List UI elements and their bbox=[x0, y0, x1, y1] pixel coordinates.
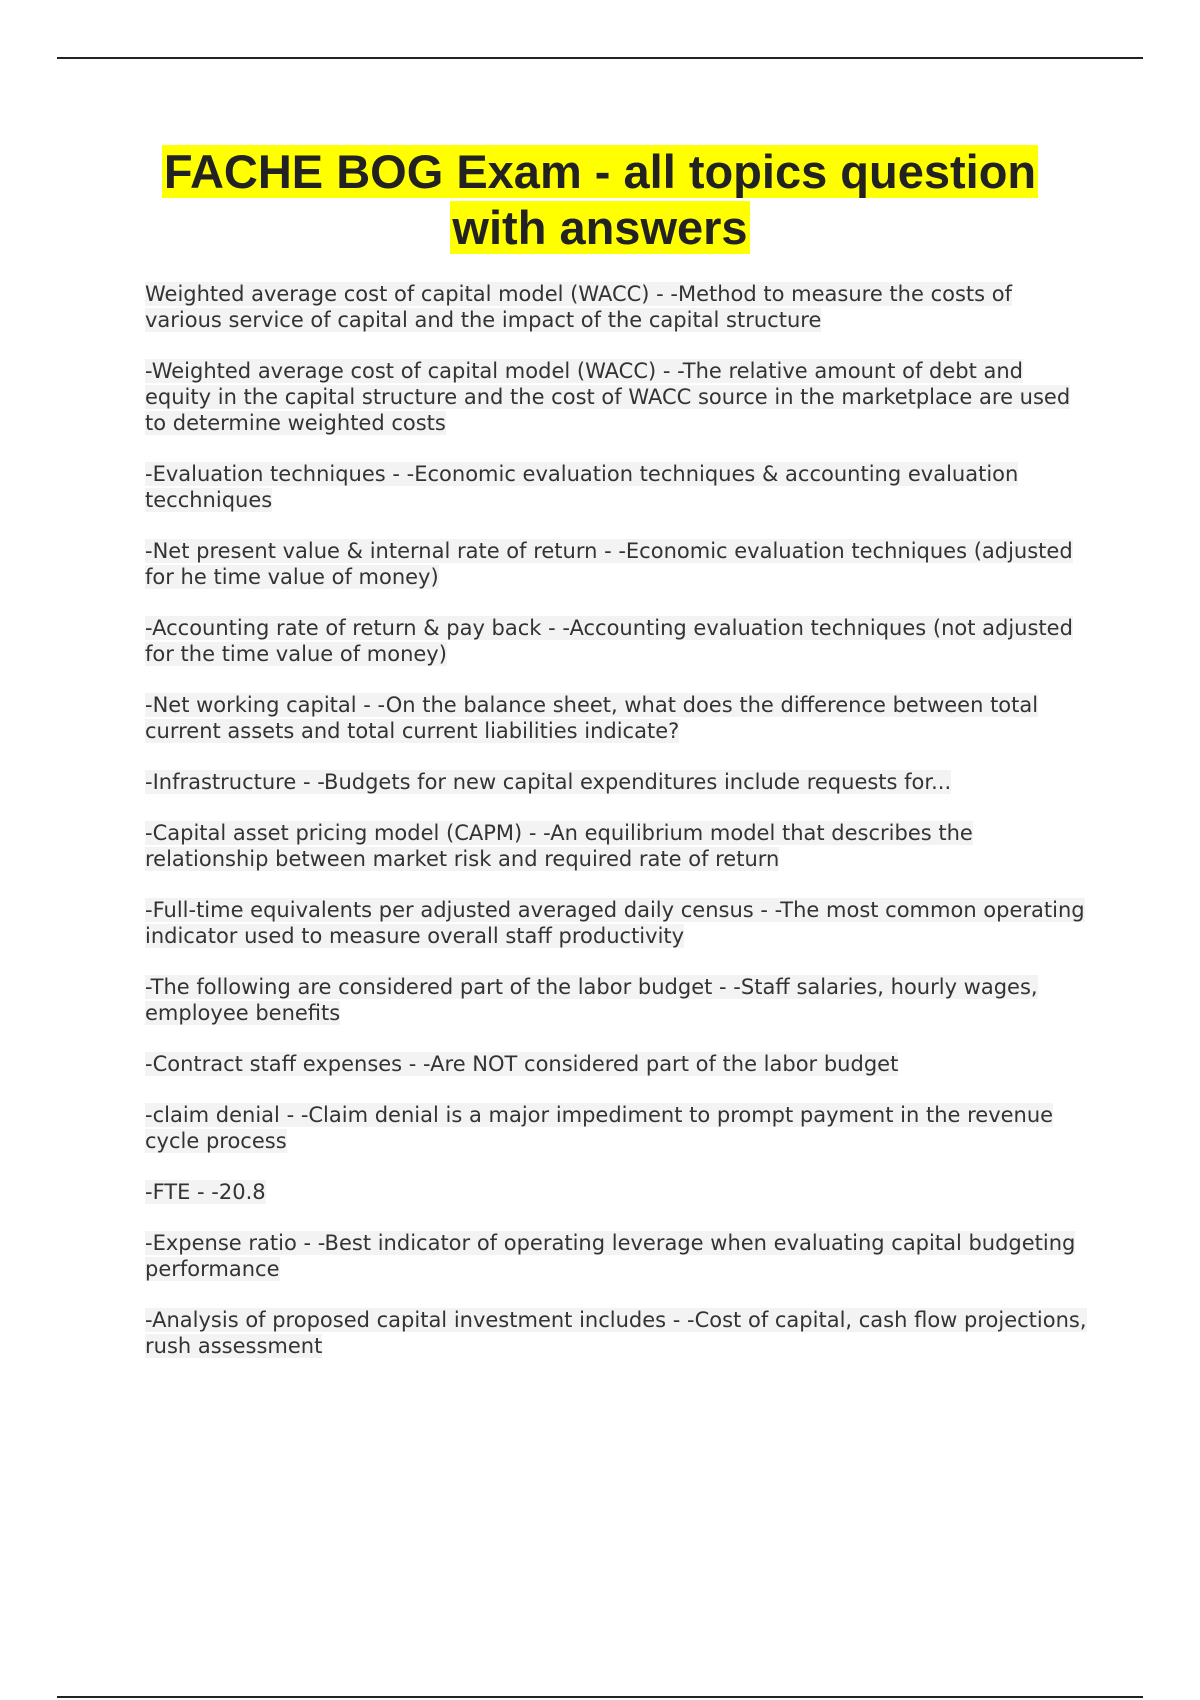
qa-item bbox=[145, 1179, 1090, 1205]
qa-item bbox=[145, 358, 1090, 436]
qa-item bbox=[145, 974, 1090, 1026]
qa-item bbox=[145, 461, 1090, 513]
top-rule bbox=[57, 57, 1143, 59]
qa-text: -Net working capital - -On the balance sheet, what does the difference between total current assets and total current liabilities indicate? bbox=[145, 693, 1039, 743]
qa-item bbox=[145, 615, 1090, 667]
qa-text: -Infrastructure - -Budgets for new capital expenditures include requests for... bbox=[145, 770, 952, 794]
qa-text: -claim denial - -Claim denial is a major impediment to prompt payment in the revenue cycle process bbox=[145, 1103, 1054, 1153]
qa-item bbox=[145, 820, 1090, 872]
qa-item bbox=[145, 1051, 1090, 1077]
qa-text: -Contract staff expenses - -Are NOT considered part of the labor budget bbox=[145, 1052, 899, 1076]
qa-item bbox=[145, 769, 1090, 795]
qa-text: -Full-time equivalents per adjusted averaged daily census - -The most common operating indicator used to measure overall staff productivity bbox=[145, 898, 1085, 948]
document-title: FACHE BOG Exam - all topics question with answers bbox=[163, 145, 1037, 254]
qa-text: -Net present value & internal rate of return - -Economic evaluation techniques (adjusted for he time value of money) bbox=[145, 539, 1073, 589]
qa-item bbox=[145, 1102, 1090, 1154]
qa-item bbox=[145, 281, 1090, 333]
title-container bbox=[0, 144, 1200, 256]
qa-text: -Analysis of proposed capital investment includes - -Cost of capital, cash flow projections, rush assessment bbox=[145, 1308, 1087, 1358]
qa-text: -Weighted average cost of capital model (WACC) - -The relative amount of debt and equity in the capital structure and the cost of WACC source in the marketplace are used to determine weighted costs bbox=[145, 359, 1071, 435]
qa-item bbox=[145, 692, 1090, 744]
qa-text: -Accounting rate of return & pay back - -Accounting evaluation techniques (not adjusted for the time value of money) bbox=[145, 616, 1073, 666]
qa-text: -FTE - -20.8 bbox=[145, 1180, 266, 1204]
qa-list bbox=[145, 281, 1090, 1384]
qa-item bbox=[145, 1307, 1090, 1359]
qa-item bbox=[145, 897, 1090, 949]
bottom-rule bbox=[57, 1696, 1143, 1698]
qa-item bbox=[145, 538, 1090, 590]
qa-text: -The following are considered part of the labor budget - -Staff salaries, hourly wages, employee benefits bbox=[145, 975, 1038, 1025]
qa-text: -Expense ratio - -Best indicator of operating leverage when evaluating capital budgeting performance bbox=[145, 1231, 1076, 1281]
qa-item bbox=[145, 1230, 1090, 1282]
qa-text: -Evaluation techniques - -Economic evaluation techniques & accounting evaluation tecchniques bbox=[145, 462, 1019, 512]
qa-text: Weighted average cost of capital model (WACC) - -Method to measure the costs of various service of capital and the impact of the capital structure bbox=[145, 282, 1012, 332]
qa-text: -Capital asset pricing model (CAPM) - -An equilibrium model that describes the relationship between market risk and required rate of return bbox=[145, 821, 973, 871]
